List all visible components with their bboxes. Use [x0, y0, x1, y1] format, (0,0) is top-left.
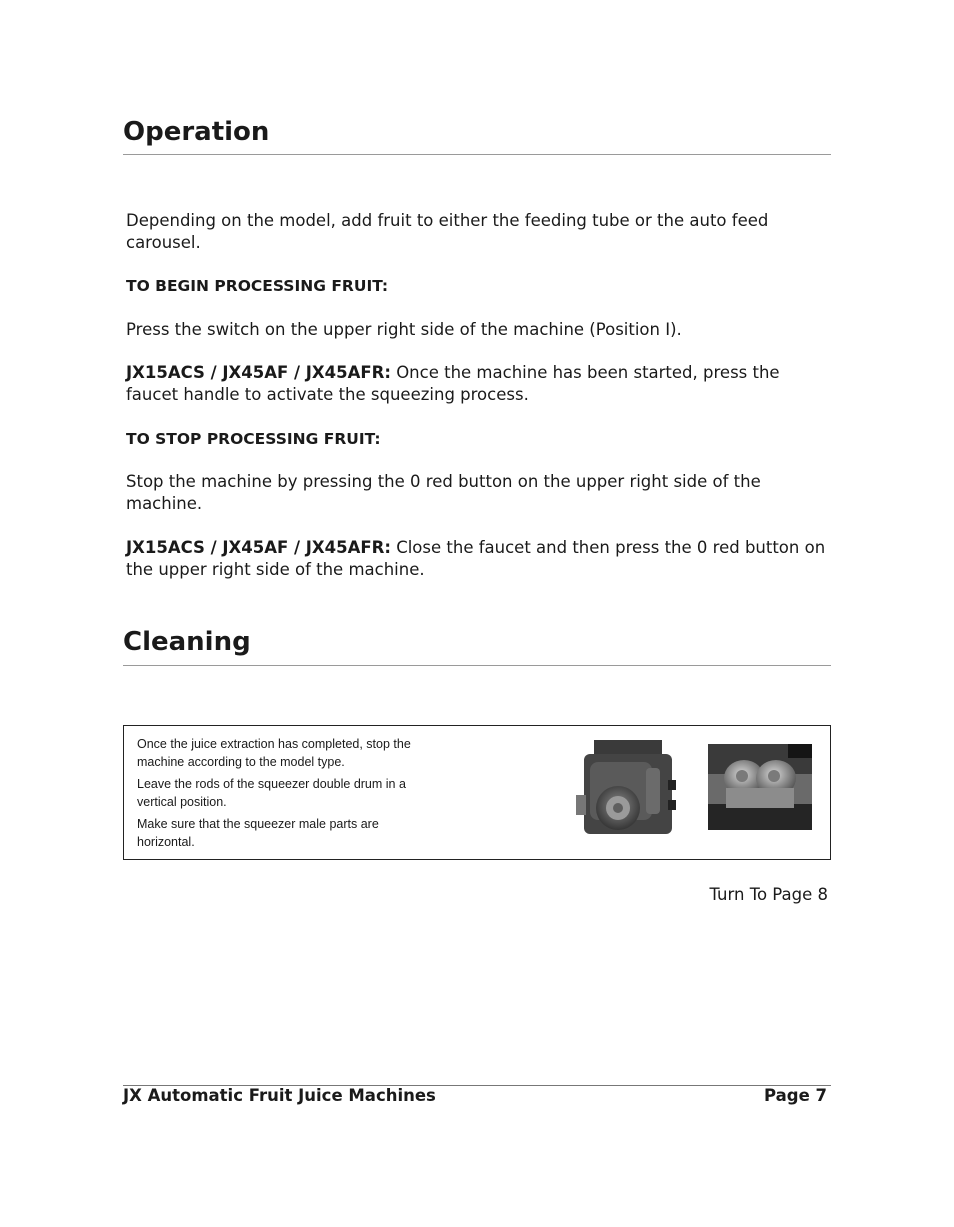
models-note-stop: [126, 537, 831, 581]
cleaning-instructions-box: [123, 725, 831, 860]
cleaning-instructions-text: [137, 735, 412, 855]
cleaning-rule: [123, 665, 831, 666]
models-label: JX15ACS / JX45AF / JX45AFR:: [126, 538, 391, 557]
cleaning-step: Make sure that the squeezer male parts are horizontal.: [137, 817, 379, 849]
cleaning-step: Leave the rods of the squeezer double drum in a vertical position.: [137, 777, 406, 809]
stop-heading: TO STOP PROCESSING FRUIT:: [126, 430, 381, 448]
operation-intro: Depending on the model, add fruit to either the feeding tube or the auto feed carousel.: [126, 211, 769, 252]
page-number: Page 7: [763, 1086, 827, 1105]
models-label: JX15ACS / JX45AF / JX45AFR:: [126, 363, 391, 382]
cleaning-step: Once the juice extraction has completed, stop the machine according to the model type.: [137, 737, 411, 769]
models-note-text: Once the machine has been started, press the faucet handle to activate the squeezing process.: [126, 363, 780, 404]
squeezer-male-parts-photo: [708, 744, 812, 830]
turn-to-page: Turn To Page 8: [709, 885, 828, 904]
footer-title: JX Automatic Fruit Juice Machines: [123, 1086, 436, 1105]
operation-rule: [123, 154, 831, 155]
squeezer-drum-photo: [576, 740, 680, 836]
cleaning-title: Cleaning: [123, 627, 251, 657]
begin-heading: TO BEGIN PROCESSING FRUIT:: [126, 277, 389, 295]
begin-text: Press the switch on the upper right side of the machine (Position I).: [126, 320, 682, 339]
stop-text: Stop the machine by pressing the 0 red button on the upper right side of the machine.: [126, 472, 761, 513]
operation-title: Operation: [123, 117, 270, 147]
models-note-text: Close the faucet and then press the 0 red button on the upper right side of the machine.: [126, 538, 826, 579]
models-note-start: [126, 362, 831, 406]
